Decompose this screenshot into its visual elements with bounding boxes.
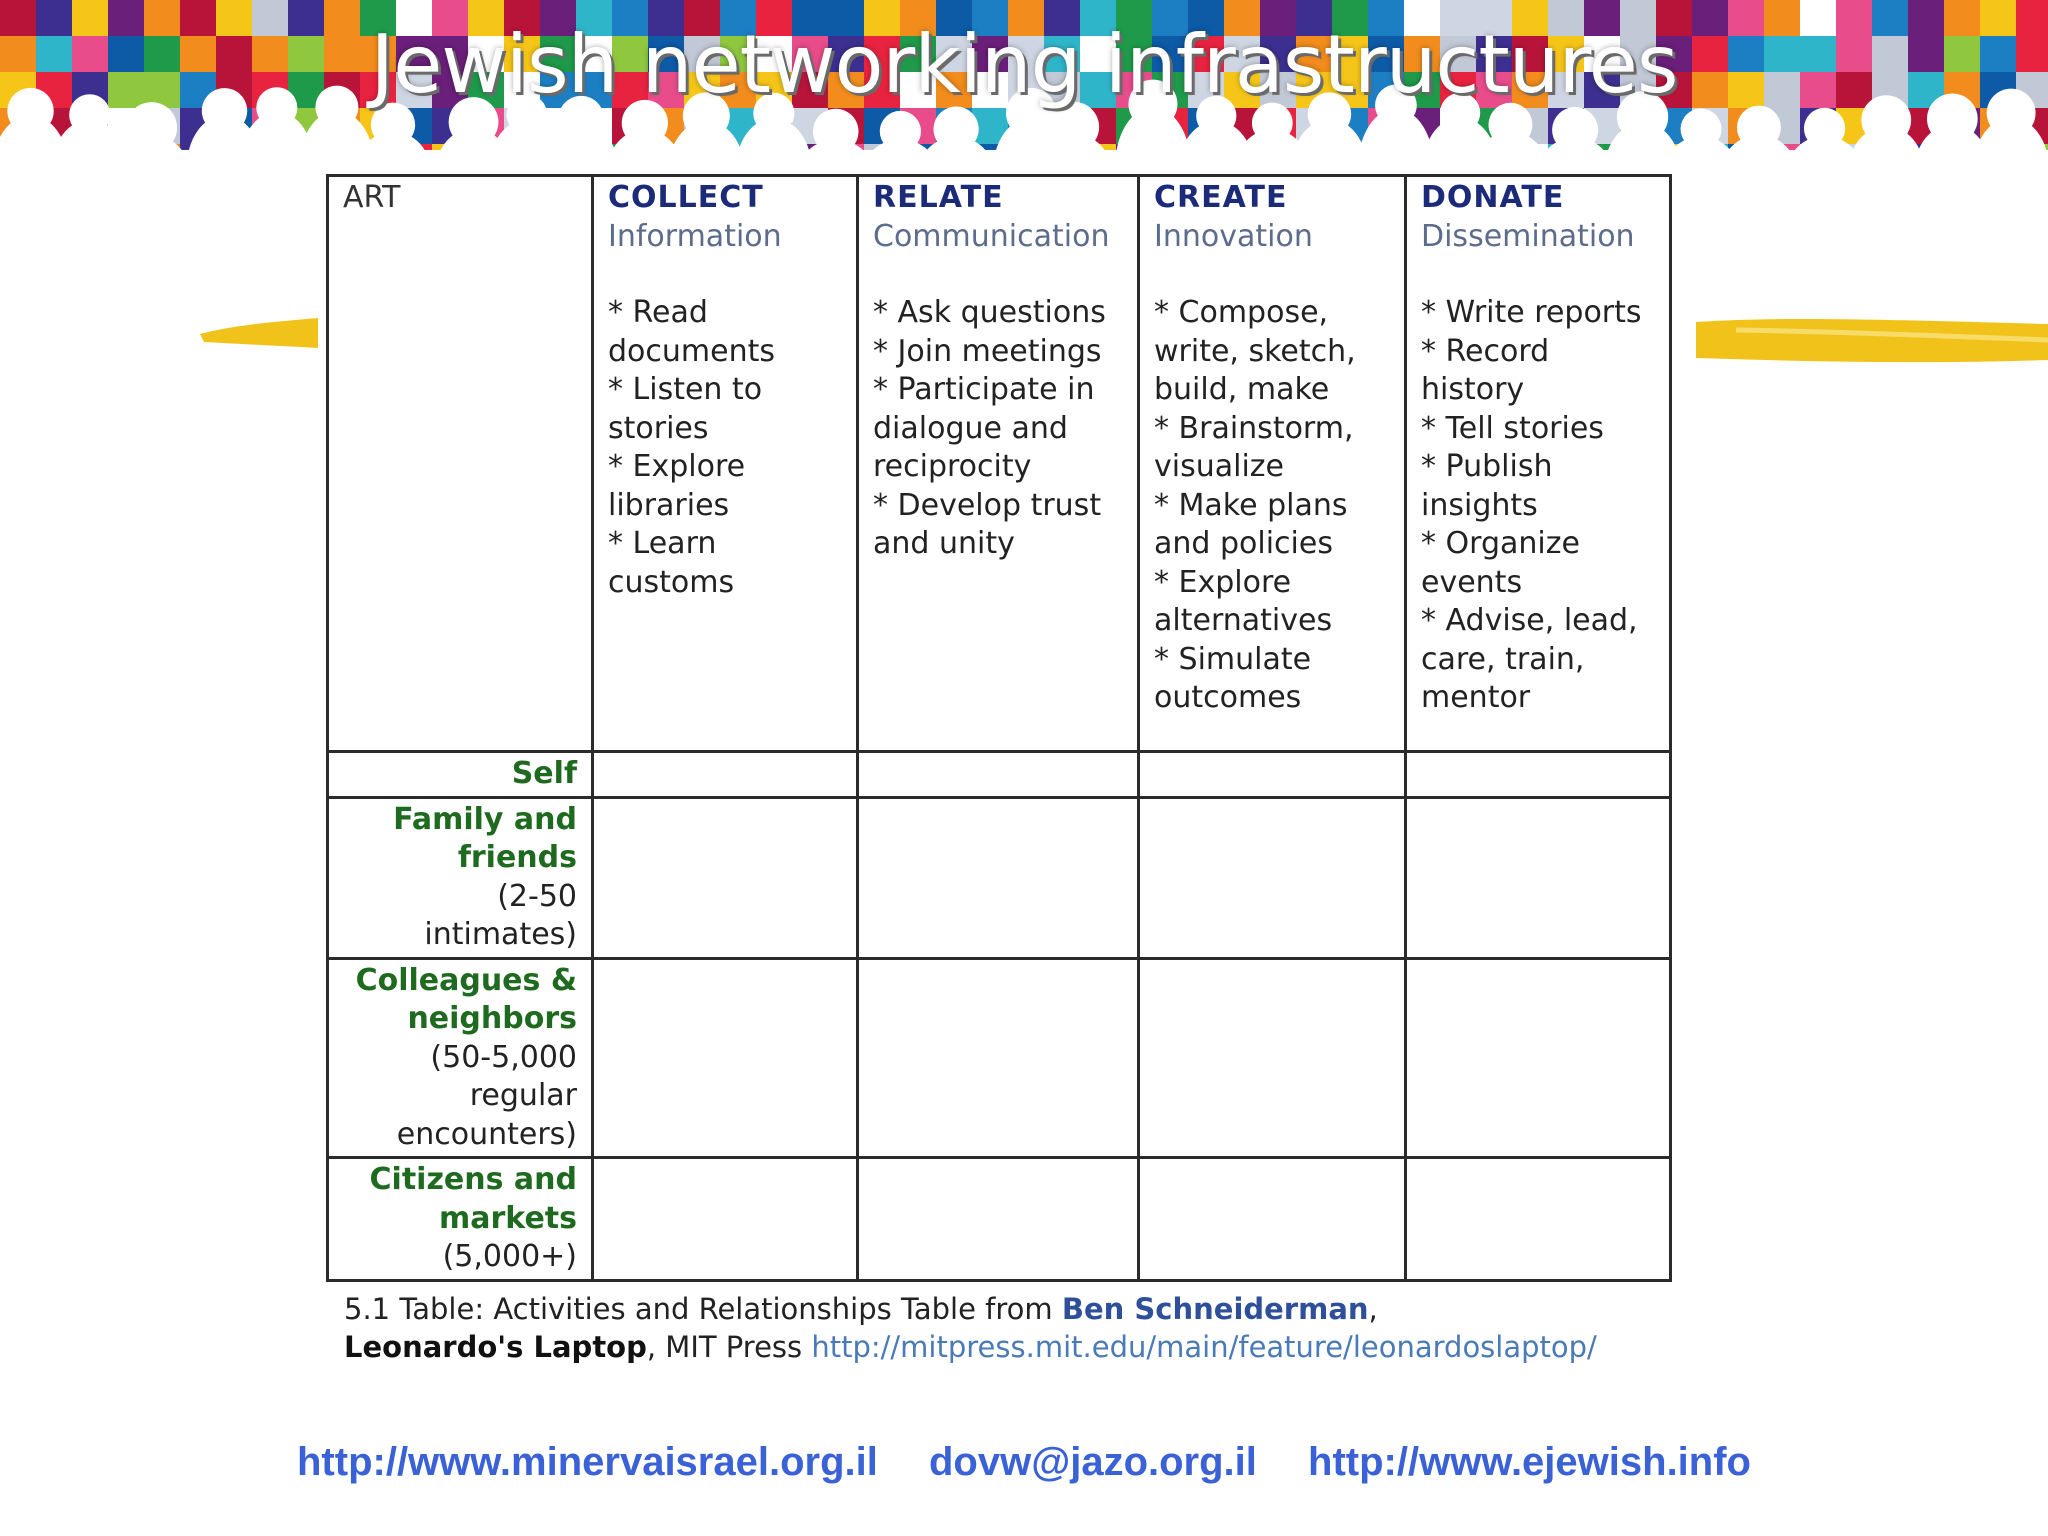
table-cell xyxy=(1406,1158,1671,1281)
column-title: CREATE xyxy=(1154,180,1288,215)
list-item: * Listen to stories xyxy=(608,372,763,446)
caption-comma: , xyxy=(1368,1292,1378,1326)
caption-prefix: 5.1 Table: Activities and Relationships Table from xyxy=(344,1292,1062,1326)
left-brush-stroke xyxy=(200,312,320,352)
row-description: (50-5,000 regular encounters) xyxy=(396,1039,577,1152)
table-cell xyxy=(1139,958,1406,1158)
table-cell xyxy=(1406,958,1671,1158)
row-label-family xyxy=(328,797,593,958)
table-cell xyxy=(858,752,1139,798)
list-item: * Make plans and policies xyxy=(1154,487,1348,561)
list-item: * Brainstorm, visualize xyxy=(1154,410,1354,484)
row-label-self xyxy=(328,752,593,798)
table-row-self xyxy=(328,752,1671,798)
table-row-family xyxy=(328,797,1671,958)
table-cell xyxy=(858,797,1139,958)
column-subtitle: Information xyxy=(608,218,782,254)
list-item: * Participate in dialogue and reciprocity xyxy=(873,372,1095,484)
create-column-header xyxy=(1139,176,1406,752)
row-label-citizens xyxy=(328,1158,593,1281)
column-subtitle: Dissemination xyxy=(1421,218,1635,254)
list-item: * Read documents xyxy=(608,295,775,369)
table-row-citizens xyxy=(328,1158,1671,1281)
caption-url-link[interactable]: http://mitpress.mit.edu/main/feature/leonardoslaptop/ xyxy=(811,1330,1597,1364)
column-title: RELATE xyxy=(873,180,1004,215)
table-cell xyxy=(858,1158,1139,1281)
row-name: Colleagues & neighbors xyxy=(355,962,577,1036)
column-title: COLLECT xyxy=(608,180,764,215)
row-label-colleagues xyxy=(328,958,593,1158)
list-item: * Tell stories xyxy=(1421,410,1604,446)
row-name: Citizens and markets xyxy=(369,1162,577,1236)
relate-column-header xyxy=(858,176,1139,752)
list-item: * Learn customs xyxy=(608,526,735,600)
table-cell xyxy=(1139,797,1406,958)
row-description: (5,000+) xyxy=(442,1239,577,1274)
table-cell xyxy=(1139,752,1406,798)
footer-links xyxy=(0,1440,2048,1485)
table-cell xyxy=(593,958,858,1158)
table-cell xyxy=(858,958,1139,1158)
row-name: Self xyxy=(511,756,577,791)
caption-publisher: , MIT Press xyxy=(646,1330,812,1364)
right-brush-stroke xyxy=(1696,310,2048,370)
caption-book-title: Leonardo's Laptop xyxy=(344,1330,647,1364)
activities-relationships-table xyxy=(326,174,1672,1282)
table-caption xyxy=(344,1290,1744,1366)
footer-link-minerva[interactable]: http://www.minervaisrael.org.il xyxy=(297,1440,878,1484)
column-subtitle: Communication xyxy=(873,218,1110,254)
row-description: (2-50 intimates) xyxy=(424,878,577,952)
list-item: * Explore libraries xyxy=(608,449,746,523)
table-cell xyxy=(1406,797,1671,958)
table-cell xyxy=(593,1158,858,1281)
list-item: * Publish insights xyxy=(1421,449,1553,523)
table-row-colleagues xyxy=(328,958,1671,1158)
list-item: * Ask questions xyxy=(873,295,1106,330)
column-title: DONATE xyxy=(1421,180,1565,215)
donate-column-header xyxy=(1406,176,1671,752)
row-name: Family and friends xyxy=(393,801,577,875)
table-header-row xyxy=(328,176,1671,752)
collect-column-header xyxy=(593,176,858,752)
caption-author-link[interactable]: Ben Schneiderman xyxy=(1061,1292,1369,1326)
list-item: * Simulate outcomes xyxy=(1154,641,1312,715)
list-item: * Record history xyxy=(1421,333,1550,407)
list-item: * Write reports xyxy=(1421,295,1642,330)
table-cell xyxy=(593,752,858,798)
list-item: * Join meetings xyxy=(873,333,1102,369)
column-subtitle: Innovation xyxy=(1154,218,1313,254)
table-cell xyxy=(593,797,858,958)
list-item: * Explore alternatives xyxy=(1154,564,1333,638)
table-cell xyxy=(1406,752,1671,798)
table-cell xyxy=(1139,1158,1406,1281)
page-title: Jewish networking infrastructures xyxy=(370,18,1678,111)
art-label: ART xyxy=(343,180,401,215)
list-item: * Organize events xyxy=(1421,526,1580,600)
corner-cell xyxy=(328,176,593,752)
footer-email-link[interactable]: dovw@jazo.org.il xyxy=(928,1440,1257,1484)
list-item: * Advise, lead, care, train, mentor xyxy=(1421,603,1638,715)
list-item: * Develop trust and unity xyxy=(873,487,1102,561)
list-item: * Compose, write, sketch, build, make xyxy=(1154,295,1356,407)
footer-link-ejewish[interactable]: http://www.ejewish.info xyxy=(1308,1440,1751,1484)
